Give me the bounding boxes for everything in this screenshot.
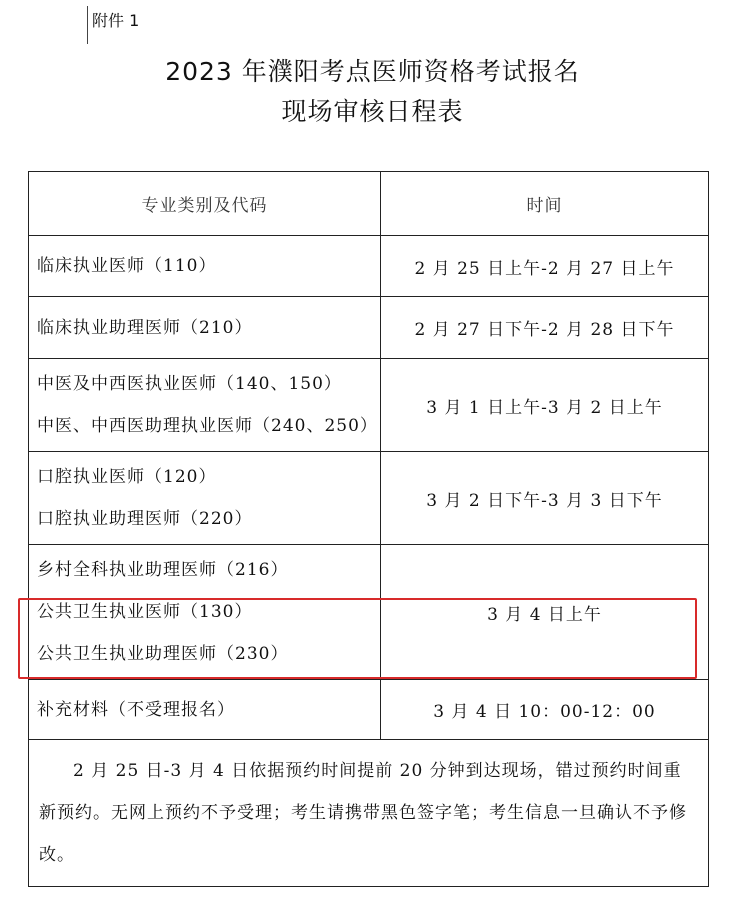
category-text: 口腔执业医师（120） <box>37 467 217 487</box>
category-text: 公共卫生执业助理医师（230） <box>37 644 289 664</box>
time-cell: 2 月 25 日上午-2 月 27 日上午 <box>381 236 709 297</box>
category-text: 中医、中西医助理执业医师（240、250） <box>37 416 378 436</box>
category-text: 乡村全科执业助理医师（216） <box>37 560 289 580</box>
category-text: 中医及中西医执业医师（140、150） <box>37 374 342 394</box>
time-cell: 3 月 4 日上午 <box>381 545 709 680</box>
table-row <box>29 680 709 740</box>
category-cell <box>29 297 381 359</box>
table-row <box>29 297 709 359</box>
time-cell: 2 月 27 日下午-2 月 28 日下午 <box>381 297 709 359</box>
table-header-row <box>29 172 709 236</box>
header-category: 专业类别及代码 <box>29 172 381 236</box>
table-row <box>29 359 709 452</box>
table-row <box>29 545 709 680</box>
category-cell <box>29 680 381 740</box>
category-text: 临床执业医师（110） <box>37 256 217 276</box>
table-row <box>29 452 709 545</box>
category-cell <box>29 236 381 297</box>
table-row <box>29 236 709 297</box>
page-subtitle: 现场审核日程表 <box>281 97 464 126</box>
schedule-table <box>28 171 709 887</box>
page-title: 2023 年濮阳考点医师资格考试报名 <box>165 57 580 86</box>
note-text: 2 月 25 日-3 月 4 日依据预约时间提前 20 分钟到达现场，错过预约时间重新预约。无网上预约不予受理；考生请携带黑色签字笔；考生信息一旦确认不予修改。 <box>29 740 709 887</box>
note-row <box>29 740 709 887</box>
time-cell: 3 月 4 日 10：00-12：00 <box>381 680 709 740</box>
time-cell: 3 月 1 日上午-3 月 2 日上午 <box>381 359 709 452</box>
attachment-label: 附件 1 <box>87 6 139 44</box>
category-text: 临床执业助理医师（210） <box>37 317 253 338</box>
time-cell: 3 月 2 日下午-3 月 3 日下午 <box>381 452 709 545</box>
category-cell <box>29 452 381 545</box>
header-time: 时间 <box>381 172 709 236</box>
category-text: 公共卫生执业医师（130） <box>37 602 253 622</box>
category-cell <box>29 359 381 452</box>
category-text: 口腔执业助理医师（220） <box>37 509 253 529</box>
category-text: 补充材料（不受理报名） <box>37 699 235 720</box>
category-cell <box>29 545 381 680</box>
